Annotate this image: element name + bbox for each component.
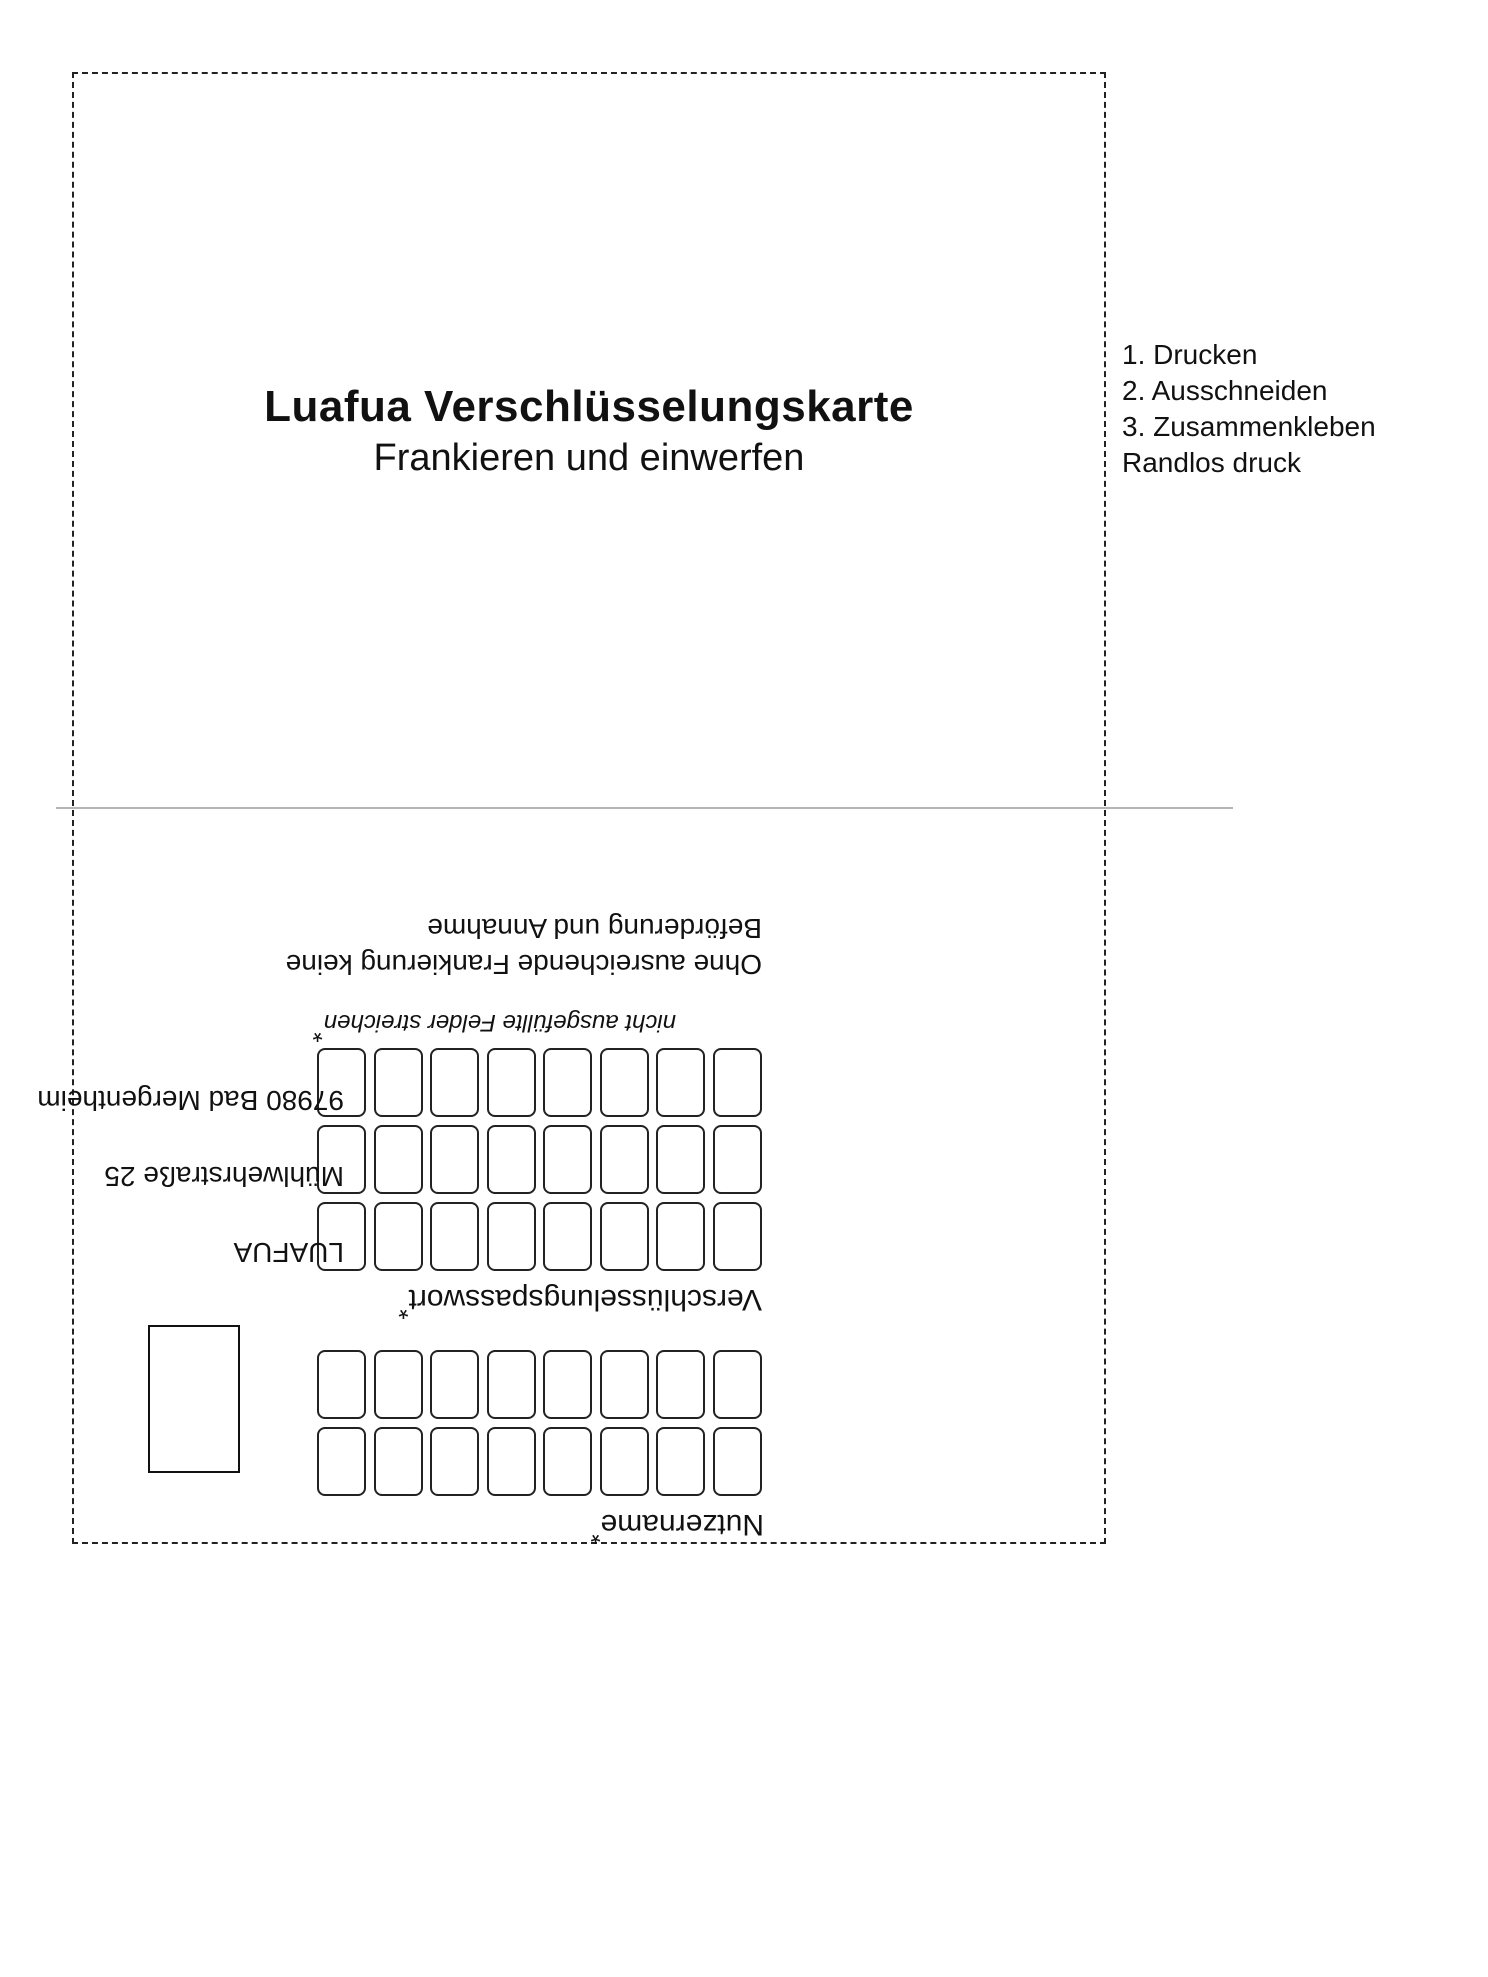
- postage-notice: [286, 910, 762, 982]
- password-cell[interactable]: [374, 1048, 423, 1117]
- instruction-step-1: 1. Drucken: [1122, 339, 1258, 370]
- password-label-row: [398, 1281, 762, 1325]
- front-title-block: [72, 380, 1106, 482]
- username-cell[interactable]: [431, 1350, 480, 1419]
- username-cell[interactable]: [544, 1350, 593, 1419]
- password-cell[interactable]: [657, 1048, 706, 1117]
- recipient-address: [37, 1082, 344, 1270]
- password-cell[interactable]: [657, 1125, 706, 1194]
- username-cell[interactable]: [318, 1350, 367, 1419]
- password-cell[interactable]: [544, 1202, 593, 1271]
- card-title: Luafua Verschlüsselungskarte: [264, 382, 914, 431]
- instruction-note: Randlos druck: [1122, 447, 1301, 478]
- recipient-street: Mühlwehrstraße 25: [104, 1161, 344, 1192]
- postage-notice-line-2: Beförderung und Annahme: [427, 913, 762, 944]
- username-cell[interactable]: [544, 1427, 593, 1496]
- password-cell[interactable]: [713, 1202, 762, 1271]
- username-cell[interactable]: [657, 1350, 706, 1419]
- print-instructions: [1122, 337, 1376, 481]
- password-cell[interactable]: [544, 1048, 593, 1117]
- password-cell[interactable]: [487, 1202, 536, 1271]
- card-back-panel: [37, 809, 1106, 1550]
- username-label-row: [590, 1506, 764, 1550]
- instruction-step-3: 3. Zusammenkleben: [1122, 411, 1376, 442]
- username-label: Nutzername: [600, 1508, 764, 1541]
- password-cell[interactable]: [600, 1048, 649, 1117]
- recipient-city: 97980 Bad Mergentheim: [37, 1085, 344, 1116]
- username-cell[interactable]: [374, 1350, 423, 1419]
- password-asterisk: *: [398, 1295, 409, 1325]
- username-cell[interactable]: [374, 1427, 423, 1496]
- password-cell[interactable]: [374, 1202, 423, 1271]
- password-cell[interactable]: [713, 1048, 762, 1117]
- postage-notice-line-1: Ohne ausreichende Frankierung keine: [285, 949, 762, 980]
- password-cell[interactable]: [657, 1202, 706, 1271]
- password-cell[interactable]: [713, 1125, 762, 1194]
- hint-row: [313, 1007, 676, 1048]
- recipient-name: LUAFUA: [233, 1237, 344, 1268]
- username-cell[interactable]: [657, 1427, 706, 1496]
- username-cell[interactable]: [487, 1427, 536, 1496]
- username-cell[interactable]: [487, 1350, 536, 1419]
- password-cell[interactable]: [431, 1125, 480, 1194]
- password-label: Verschlüsselungspasswort: [408, 1283, 762, 1316]
- hint-asterisk: *: [313, 1018, 324, 1048]
- instruction-step-2: 2. Ausschneiden: [1122, 375, 1328, 406]
- password-cell[interactable]: [600, 1202, 649, 1271]
- password-cell[interactable]: [431, 1048, 480, 1117]
- password-cell[interactable]: [431, 1202, 480, 1271]
- password-grid: [318, 1048, 763, 1271]
- password-cell[interactable]: [600, 1125, 649, 1194]
- password-cell[interactable]: [374, 1125, 423, 1194]
- username-cell[interactable]: [713, 1350, 762, 1419]
- username-grid: [318, 1350, 763, 1496]
- password-cell[interactable]: [487, 1048, 536, 1117]
- password-cell[interactable]: [544, 1125, 593, 1194]
- card-subtitle: Frankieren und einwerfen: [373, 437, 805, 479]
- username-cell[interactable]: [318, 1427, 367, 1496]
- password-cell[interactable]: [487, 1125, 536, 1194]
- username-cell[interactable]: [600, 1350, 649, 1419]
- username-cell[interactable]: [431, 1427, 480, 1496]
- username-asterisk: *: [590, 1520, 601, 1550]
- username-cell[interactable]: [713, 1427, 762, 1496]
- username-cell[interactable]: [600, 1427, 649, 1496]
- stamp-box: [148, 1325, 240, 1473]
- hint-text: nicht ausgefüllte Felder streichen: [323, 1009, 676, 1036]
